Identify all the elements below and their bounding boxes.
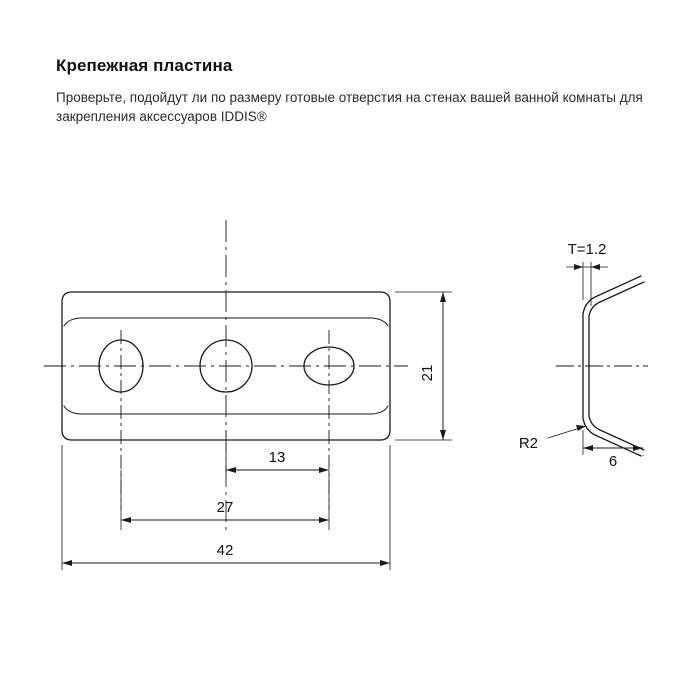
dimension-label-13: 13	[268, 449, 286, 466]
dimension-radius	[519, 425, 586, 452]
dimension-13	[226, 449, 329, 473]
dimension-label-42: 42	[216, 542, 234, 559]
technical-drawing	[0, 130, 700, 700]
front-view-hole-centerlines	[121, 330, 329, 510]
front-view-extension-lines	[62, 292, 452, 570]
dimension-label-27: 27	[216, 499, 234, 516]
dimension-27	[121, 499, 329, 523]
dimension-label-thickness: T=1.2	[567, 241, 607, 258]
dimension-height-21	[419, 292, 446, 440]
page-title: Крепежная пластина	[56, 56, 233, 75]
drawing-canvas	[0, 130, 700, 700]
subtitle-line-1: Проверьте, подойдут ли по размеру готовые отверстия на стенах вашей ванной комнаты	[56, 90, 616, 105]
dimension-42	[62, 542, 390, 566]
dimension-label-radius: R2	[518, 435, 538, 452]
dimension-thickness	[566, 241, 608, 306]
page-subtitle	[56, 88, 656, 126]
front-view-centerlines	[44, 220, 408, 530]
dimension-label-6: 6	[608, 453, 618, 470]
subtitle-line-2: для закрепления аксессуаров IDDIS®	[56, 90, 643, 124]
dimension-label-21: 21	[419, 364, 436, 382]
